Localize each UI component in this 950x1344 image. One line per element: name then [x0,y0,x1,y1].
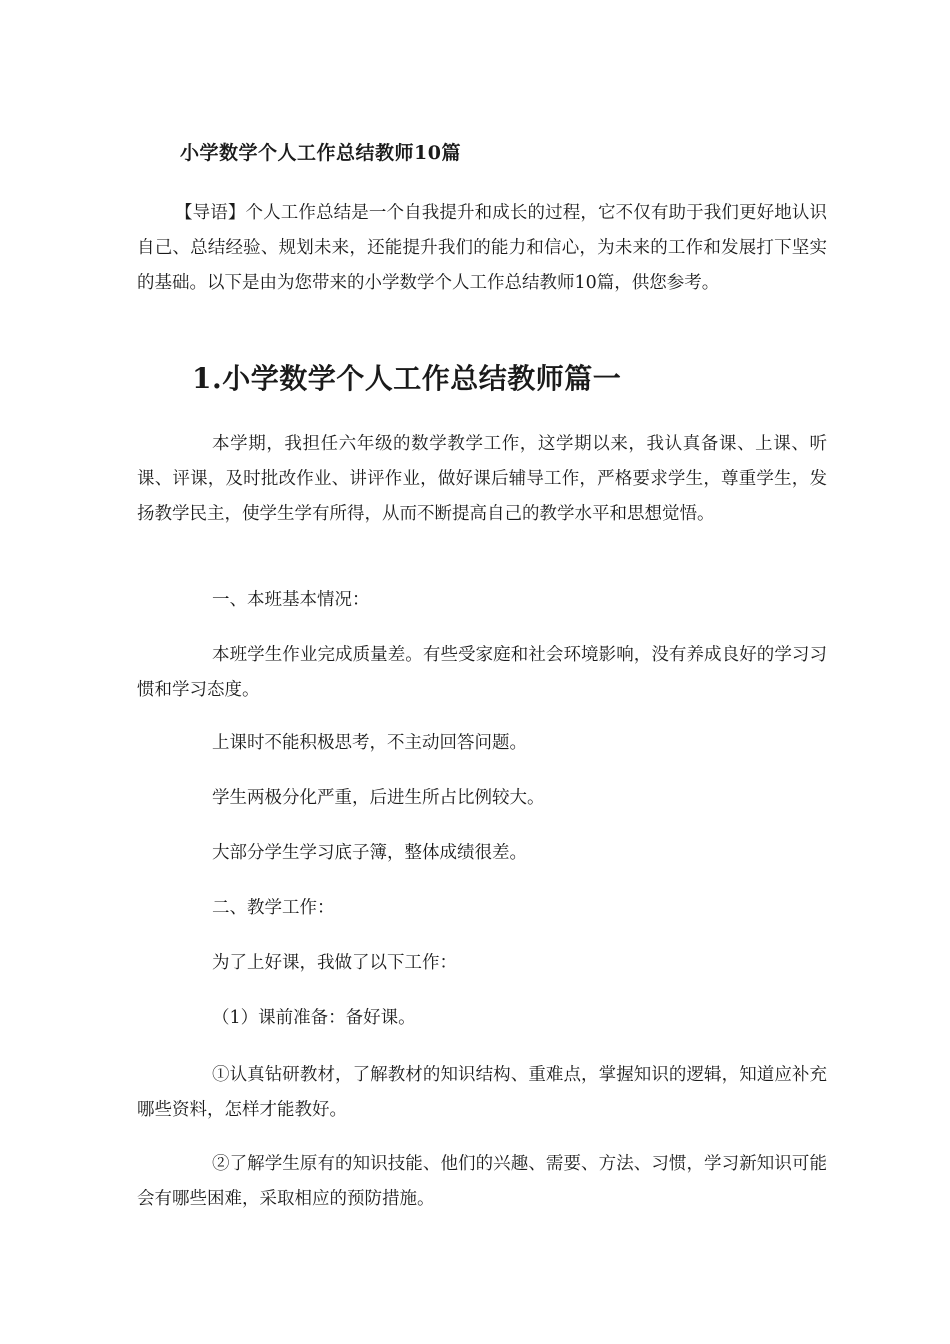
document-title: 小学数学个人工作总结教师10篇 [180,142,461,164]
body-paragraph: 大部分学生学习底子簿，整体成绩很差。 [212,843,527,863]
body-paragraph: 为了上好课，我做了以下工作： [212,953,457,973]
subheading-class-situation: 一、本班基本情况： [212,590,370,610]
body-paragraph: 本学期，我担任六年级的数学教学工作，这学期以来，我认真备课、上课、听课、评课，及时批改作业、讲评作业，做好课后辅导工作，严格要求学生，尊重学生，发扬教学民主，使学生学有所得，从而不断提高自己的教学水平和思想觉悟。 [137,434,827,524]
body-paragraph: 上课时不能积极思考，不主动回答问题。 [212,733,527,753]
body-paragraph: 本班学生作业完成质量差。有些受家庭和社会环境影响，没有养成良好的学习习惯和学习态度。 [137,645,827,700]
list-item: ①认真钻研教材，了解教材的知识结构、重难点，掌握知识的逻辑，知道应补充哪些资料，怎样才能教好。 [137,1065,827,1120]
body-paragraph: 学生两极分化严重，后进生所占比例较大。 [212,788,545,808]
list-item: ②了解学生原有的知识技能、他们的兴趣、需要、方法、习惯，学习新知识可能会有哪些困难，采取相应的预防措施。 [137,1154,827,1209]
list-item: （1）课前准备：备好课。 [212,1008,416,1028]
section-heading: 1.小学数学个人工作总结教师篇一 [192,362,622,395]
subheading-teaching-work: 二、教学工作： [212,898,335,918]
intro-paragraph: 【导语】个人工作总结是一个自我提升和成长的过程，它不仅有助于我们更好地认识自己、总结经验、规划未来，还能提升我们的能力和信心，为未来的工作和发展打下坚实的基础。以下是由为您带来的小学数学个人工作总结教师10篇，供您参考。 [137,203,827,293]
